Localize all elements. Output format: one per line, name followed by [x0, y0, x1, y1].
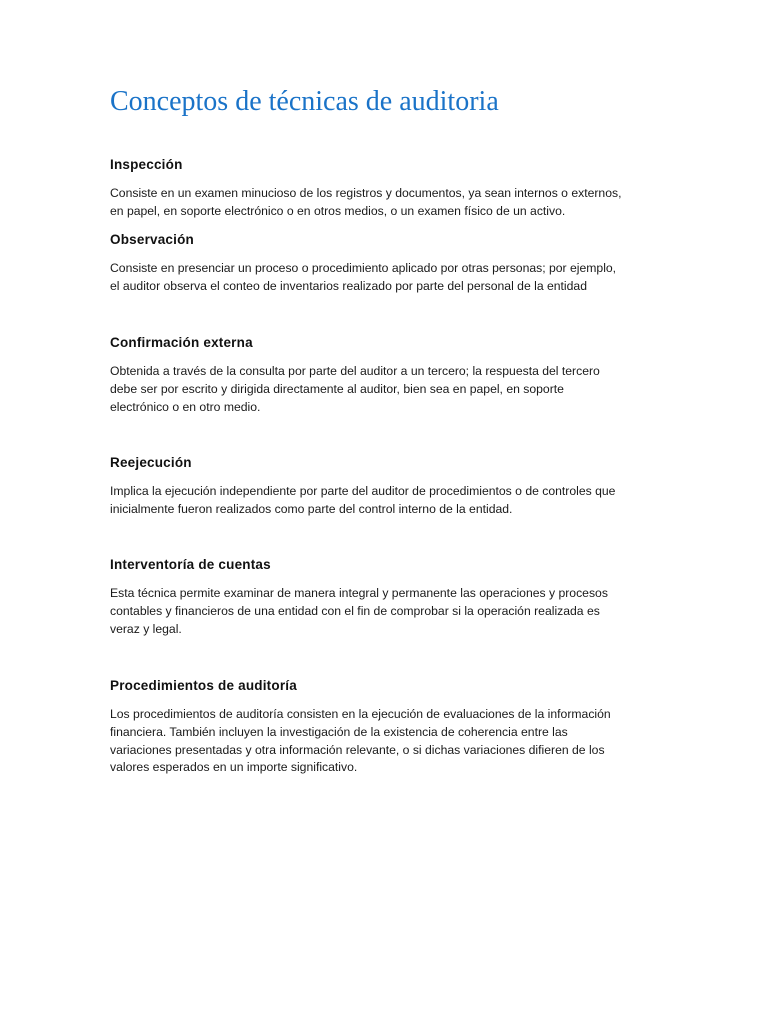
- section-heading: Observación: [110, 232, 194, 247]
- body-line: financiera. También incluyen la investigación de la existencia de coherencia entre las: [110, 724, 568, 739]
- body-line: Esta técnica permite examinar de manera integral y permanente las operaciones y procesos: [110, 586, 608, 600]
- section-body: [110, 585, 662, 638]
- body-line: veraz y legal.: [110, 621, 182, 636]
- body-line: el auditor observa el conteo de inventarios realizado por parte del personal de la entidad: [110, 278, 587, 293]
- section-procedimientos-de-auditoria: [110, 677, 662, 777]
- section-observacion: [110, 231, 662, 296]
- section-heading: Reejecución: [110, 455, 192, 470]
- body-line: Consiste en un examen minucioso de los registros y documentos, ya sean internos o externos,: [110, 186, 622, 200]
- section-body: [110, 185, 662, 221]
- body-line: inicialmente fueron realizados como parte del control interno de la entidad.: [110, 501, 513, 516]
- body-line: Los procedimientos de auditoría consisten en la ejecución de evaluaciones de la información: [110, 707, 611, 721]
- section-body: [110, 483, 662, 519]
- body-line: contables y financieros de una entidad con el fin de comprobar si la operación realizada es: [110, 603, 600, 618]
- section-confirmacion-externa: [110, 334, 662, 416]
- body-line: electrónico o en otro medio.: [110, 399, 261, 414]
- section-body: [110, 363, 662, 416]
- section-heading: Inspección: [110, 157, 183, 172]
- section-heading: Confirmación externa: [110, 335, 253, 350]
- body-line: en papel, en soporte electrónico o en otros medios, o un examen físico de un activo.: [110, 203, 566, 218]
- section-body: [110, 260, 662, 296]
- body-line: Consiste en presenciar un proceso o procedimiento aplicado por otras personas; por ejemplo,: [110, 261, 617, 275]
- body-line: Obtenida a través de la consulta por parte del auditor a un tercero; la respuesta del tercero: [110, 364, 600, 378]
- body-line: debe ser por escrito y dirigida directamente al auditor, bien sea en papel, en soporte: [110, 381, 564, 396]
- section-inspeccion: [110, 156, 662, 221]
- body-line: variaciones presentadas y otra información relevante, o si dichas variaciones difieren de los: [110, 742, 605, 757]
- body-line: Implica la ejecución independiente por parte del auditor de procedimientos o de controles que: [110, 484, 616, 498]
- section-heading: Procedimientos de auditoría: [110, 678, 297, 693]
- section-heading: Interventoría de cuentas: [110, 557, 271, 572]
- section-interventoria-de-cuentas: [110, 556, 662, 638]
- section-reejecucion: [110, 454, 662, 519]
- body-line: valores esperados en un importe significativo.: [110, 760, 358, 775]
- section-body: [110, 706, 662, 777]
- page-title: Conceptos de técnicas de auditoria: [110, 86, 499, 117]
